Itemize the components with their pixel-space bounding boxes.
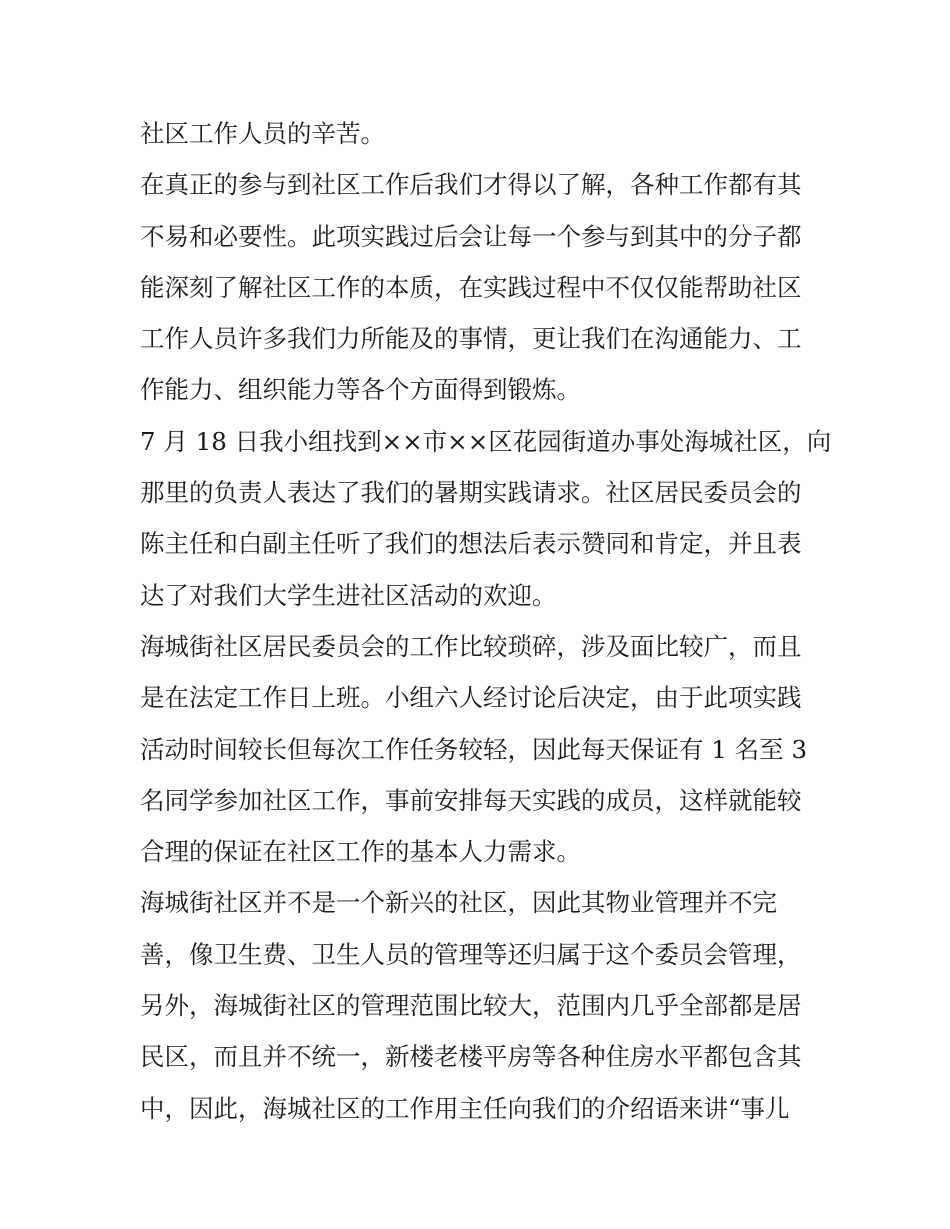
text-line: 活动时间较长但每次工作任务较轻，因此每天保证有 1 名至 3 — [140, 734, 808, 764]
text-line: 陈主任和白副主任听了我们的想法后表示赞同和肯定，并且表 — [140, 529, 802, 559]
text-line: 另外，海城街社区的管理范围比较大，范围内几乎全部都是居 — [140, 991, 802, 1021]
text-line: 是在法定工作日上班。小组六人经讨论后决定，由于此项实践 — [140, 683, 802, 713]
text-line: 社区工作人员的辛苦。 — [140, 119, 385, 148]
text-line: 民区，而且并不统一，新楼老楼平房等各种住房水平都包含其 — [140, 1042, 802, 1072]
text-line: 能深刻了解社区工作的本质，在实践过程中不仅仅能帮助社区 — [140, 272, 802, 302]
body-text — [140, 108, 832, 1134]
text-line: 工作人员许多我们力所能及的事情，更让我们在沟通能力、工 — [140, 324, 802, 354]
text-line: 中，因此，海城社区的工作用主任向我们的介绍语来讲“事儿 — [140, 1093, 790, 1123]
text-line: 海城街社区并不是一个新兴的社区，因此其物业管理并不完 — [140, 888, 777, 918]
text-line: 名同学参加社区工作，事前安排每天实践的成员，这样就能较 — [140, 785, 802, 815]
text-line: 善，像卫生费、卫生人员的管理等还归属于这个委员会管理， — [140, 939, 802, 969]
text-line: 海城街社区居民委员会的工作比较琐碎，涉及面比较广，而且 — [140, 631, 802, 661]
text-line: 不易和必要性。此项实践过后会让每一个参与到其中的分子都 — [140, 221, 802, 251]
text-line: 7 月 18 日我小组找到××市××区花园街道办事处海城社区，向 — [140, 426, 832, 456]
text-line: 作能力、组织能力等各个方面得到锻炼。 — [140, 375, 581, 405]
text-line: 那里的负责人表达了我们的暑期实践请求。社区居民委员会的 — [140, 478, 802, 508]
text-line: 在真正的参与到社区工作后我们才得以了解，各种工作都有其 — [140, 170, 802, 200]
text-line: 达了对我们大学生进社区活动的欢迎。 — [140, 580, 557, 610]
text-line: 合理的保证在社区工作的基本人力需求。 — [140, 837, 581, 867]
